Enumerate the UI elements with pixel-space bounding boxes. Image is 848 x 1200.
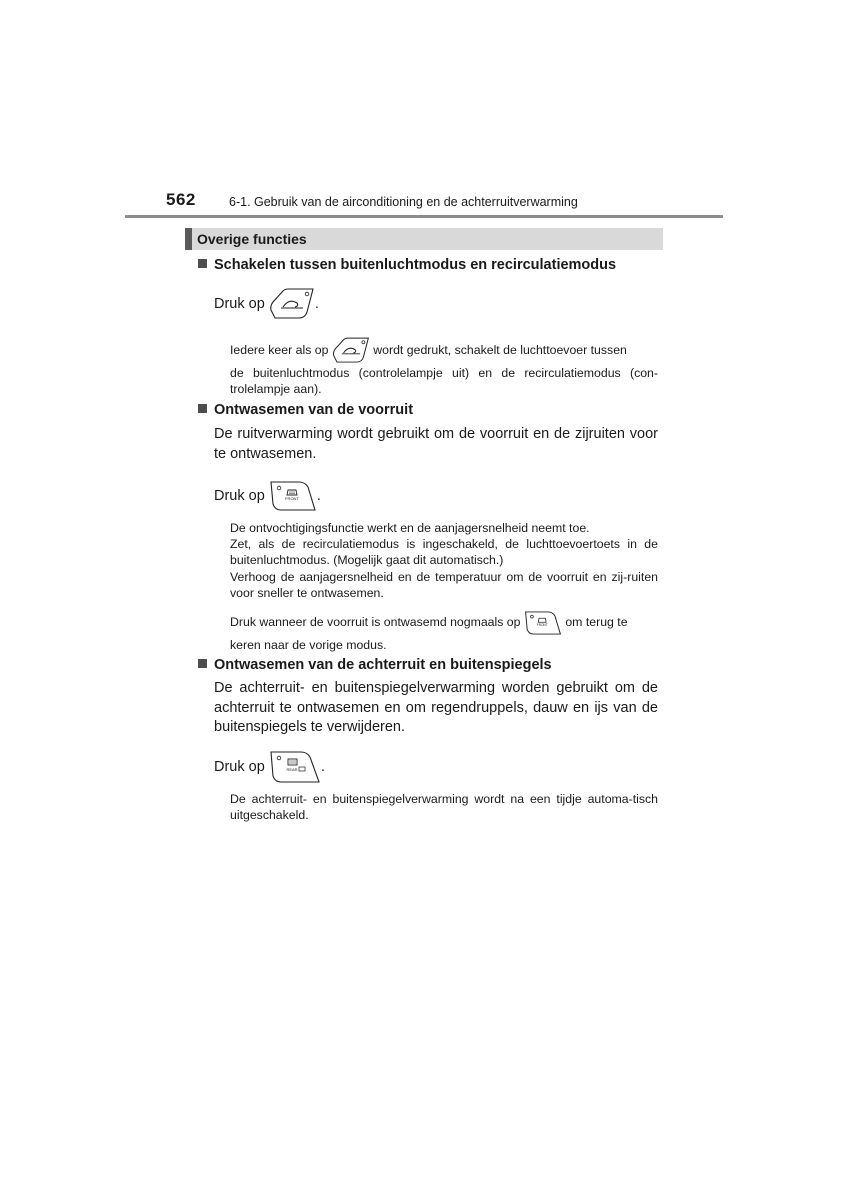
bullet-square-icon bbox=[198, 404, 207, 413]
recirculation-button-icon bbox=[332, 337, 370, 364]
note-front-l1: De ontvochtigingsfunctie werkt en de aanjagersnelheid neemt toe. bbox=[230, 521, 590, 535]
note-recirc-rest: de buitenluchtmodus (controlelampje uit) en de recirculatiemodus (con-trolelampje aan). bbox=[230, 366, 658, 397]
bullet-square-icon bbox=[198, 659, 207, 668]
press-suffix: . bbox=[314, 295, 319, 312]
note-rear: De achterruit- en buitenspiegelverwarming wordt na een tijdje automa-tisch uitgeschakeld. bbox=[230, 792, 658, 823]
note-front-l3: Verhoog de aanjagersnelheid en de temperatuur om de voorruit en zij-ruiten voor sneller te ontwasemen. bbox=[230, 569, 658, 600]
press-prefix: Druk op bbox=[214, 487, 265, 504]
page-number: 562 bbox=[166, 190, 196, 209]
note-front-return-pre: Druk wanneer de voorruit is ontwasemd nogmaals op bbox=[230, 615, 521, 629]
front-defroster-button-icon bbox=[524, 610, 562, 636]
note-front-return-post: om terug te bbox=[565, 615, 628, 629]
heading-rear-defrost bbox=[198, 657, 552, 673]
section-title: Overige functies bbox=[197, 231, 307, 247]
note-recirc bbox=[230, 335, 658, 397]
rear-defroster-button-icon bbox=[269, 750, 321, 784]
body-front-defrost: De ruitverwarming wordt gebruikt om de voorruit en de zijruiten voor te ontwasemen. bbox=[214, 426, 658, 462]
note-front-return-rest: keren naar de vorige modus. bbox=[230, 638, 387, 652]
press-suffix: . bbox=[320, 758, 325, 775]
bullet-square-icon bbox=[198, 259, 207, 268]
press-line-rear bbox=[214, 750, 325, 784]
note-front-l2: Zet, als de recirculatiemodus is ingeschakeld, de luchttoevoertoets in de buitenluchtmodus. (Mogelijk gaat dit automatisch.) bbox=[230, 537, 658, 568]
press-line-recirc bbox=[214, 288, 319, 320]
heading-recirculation bbox=[198, 257, 616, 273]
note-recirc-line1 bbox=[230, 335, 658, 365]
press-suffix: . bbox=[316, 487, 321, 504]
heading-front-defrost bbox=[198, 402, 413, 418]
heading-rear-defrost-text: Ontwasemen van de achterruit en buitenspiegels bbox=[214, 657, 552, 673]
front-label: FRONT bbox=[284, 496, 299, 501]
recirculation-button-icon bbox=[269, 288, 315, 320]
note-front-return bbox=[230, 607, 658, 637]
body-rear-defrost: De achterruit- en buitenspiegelverwarming worden gebruikt om de achterruit te ontwasemen en om regendruppels, dauw en ijs van de buitenspiegels te verwijderen. bbox=[214, 680, 658, 735]
front-defroster-button-icon bbox=[269, 480, 317, 512]
press-line-front bbox=[214, 480, 321, 512]
note-recirc-post: wordt gedrukt, schakelt de luchttoevoer tussen bbox=[373, 343, 627, 357]
note-recirc-pre: Iedere keer als op bbox=[230, 343, 329, 357]
press-prefix: Druk op bbox=[214, 758, 265, 775]
press-prefix: Druk op bbox=[214, 295, 265, 312]
note-front bbox=[230, 520, 658, 601]
front-label: FRONT bbox=[536, 622, 548, 627]
running-head: 6-1. Gebruik van de airconditioning en de achterruitverwarming bbox=[229, 195, 578, 209]
heading-front-defrost-text: Ontwasemen van de voorruit bbox=[214, 402, 414, 418]
heading-recirculation-text: Schakelen tussen buitenluchtmodus en recirculatiemodus bbox=[214, 257, 617, 273]
rear-label: REAR bbox=[286, 767, 298, 772]
header-rule bbox=[125, 215, 723, 218]
